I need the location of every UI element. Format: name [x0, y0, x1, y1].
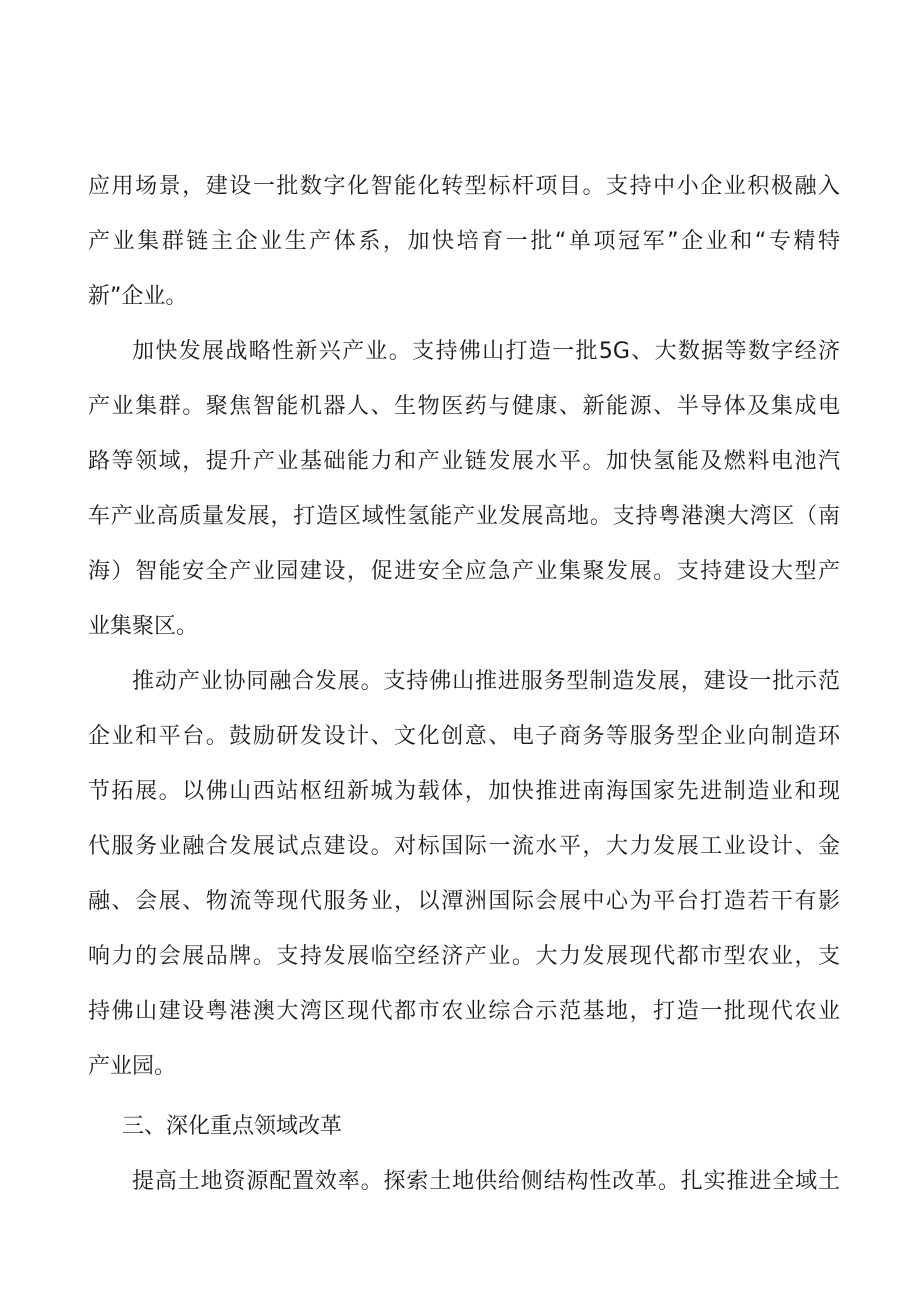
paragraph-2-line-2: 产业集群。聚焦智能机器人、生物医药与健康、新能源、半导体及集成电: [88, 394, 840, 419]
paragraph-2-line-4: 车产业高质量发展，打造区域性氢能产业发展高地。支持粤港澳大湾区（南: [88, 504, 840, 529]
paragraph-3-line-7: 持佛山建设粤港澳大湾区现代都市农业综合示范基地，打造一批现代农业: [88, 999, 840, 1024]
paragraph-3-line-2: 企业和平台。鼓励研发设计、文化创意、电子商务等服务型企业向制造环: [88, 724, 840, 749]
paragraph-1-line-3: 新”企业。: [88, 284, 188, 309]
paragraph-4-line-1: 提高土地资源配置效率。探索土地供给侧结构性改革。扎实推进全域土: [132, 1169, 840, 1194]
paragraph-3-line-3: 节拓展。以佛山西站枢纽新城为载体，加快推进南海国家先进制造业和现: [88, 779, 840, 804]
paragraph-1-line-2: 产业集群链主企业生产体系，加快培育一批“单项冠军”企业和“专精特: [88, 229, 840, 254]
paragraph-2-line-1: 加快发展战略性新兴产业。支持佛山打造一批5G、大数据等数字经济: [132, 339, 840, 364]
paragraph-1-line-1: 应用场景，建设一批数字化智能化转型标杆项目。支持中小企业积极融入: [88, 174, 840, 199]
paragraph-3-line-4: 代服务业融合发展试点建设。对标国际一流水平，大力发展工业设计、金: [88, 834, 840, 859]
paragraph-3-line-6: 响力的会展品牌。支持发展临空经济产业。大力发展现代都市型农业，支: [88, 944, 840, 969]
paragraph-3-line-8: 产业园。: [88, 1054, 177, 1079]
paragraph-2-line-3: 路等领域，提升产业基础能力和产业链发展水平。加快氢能及燃料电池汽: [88, 449, 840, 474]
paragraph-3-line-5: 融、会展、物流等现代服务业，以潭洲国际会展中心为平台打造若干有影: [88, 889, 840, 914]
paragraph-2-line-6: 业集聚区。: [88, 614, 199, 639]
section-heading: 三、深化重点领域改革: [122, 1114, 343, 1139]
paragraph-2-line-5: 海）智能安全产业园建设，促进安全应急产业集聚发展。支持建设大型产: [88, 559, 840, 584]
paragraph-3-line-1: 推动产业协同融合发展。支持佛山推进服务型制造发展，建设一批示范: [132, 669, 840, 694]
